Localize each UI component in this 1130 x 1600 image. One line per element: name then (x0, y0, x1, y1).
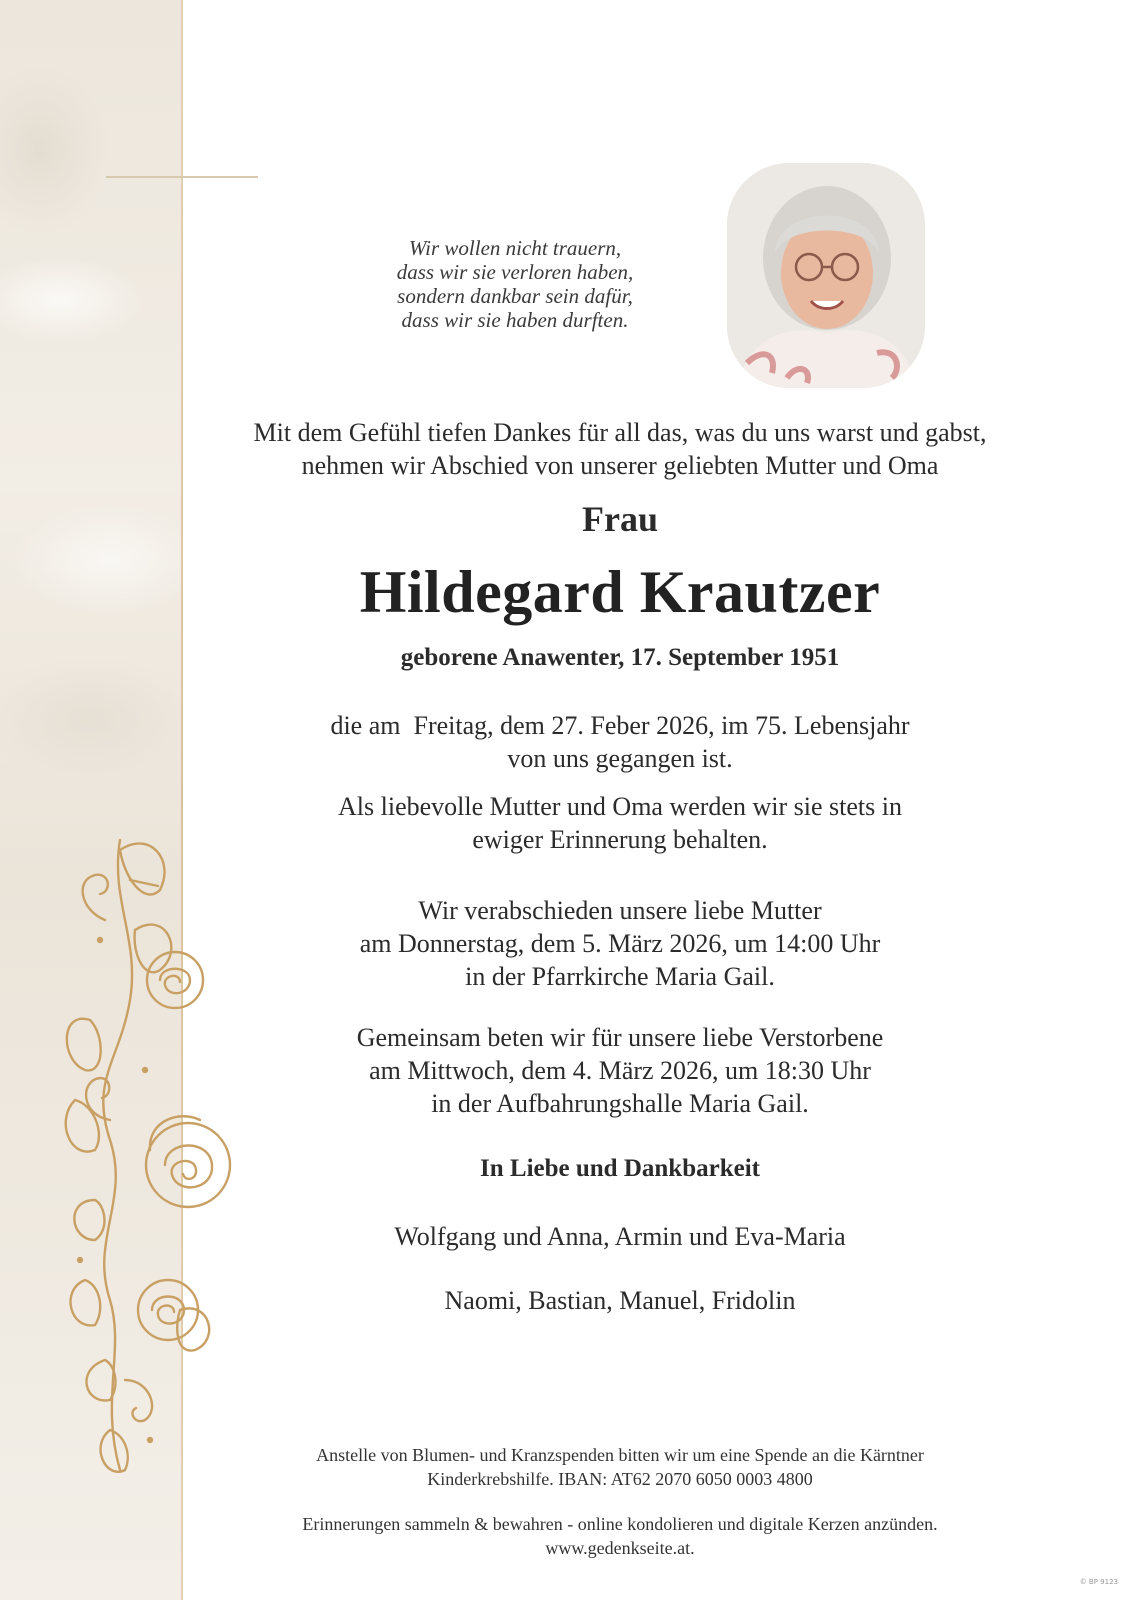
memory-text (190, 790, 1050, 856)
quote-line: dass wir sie haben durften. (401, 308, 629, 332)
prayer-service-info (190, 1021, 1050, 1120)
prayer-line: Gemeinsam beten wir für unsere liebe Verstorbene (356, 1023, 884, 1052)
memory-line: ewiger Erinnerung behalten. (472, 825, 768, 854)
farewell-line: in der Pfarrkirche Maria Gail. (465, 962, 775, 991)
portrait-image (727, 163, 925, 388)
closing-phrase: In Liebe und Dankbarkeit (480, 1155, 760, 1182)
intro-text (190, 416, 1050, 482)
family-grandchildren: Naomi, Bastian, Manuel, Fridolin (444, 1286, 796, 1315)
death-info (190, 709, 1050, 775)
memorial-quote (330, 236, 700, 332)
prayer-line: am Mittwoch, dem 4. März 2026, um 18:30 Uhr (369, 1056, 871, 1085)
portrait-photo (727, 163, 925, 388)
online-condolence-notice (190, 1512, 1050, 1560)
online-line: Erinnerungen sammeln & bewahren - online kondolieren und digitale Kerzen anzünden. (302, 1514, 938, 1534)
funeral-service-info (190, 894, 1050, 993)
quote-line: sondern dankbar sein dafür, (397, 284, 633, 308)
cross-ornament (106, 176, 258, 178)
prayer-line: in der Aufbahrungshalle Maria Gail. (431, 1089, 809, 1118)
quote-line: Wir wollen nicht trauern, (408, 236, 622, 260)
farewell-line: am Donnerstag, dem 5. März 2026, um 14:00 Uhr (359, 929, 881, 958)
intro-line: nehmen wir Abschied von unserer geliebten Mutter und Oma (301, 451, 939, 480)
quote-line: dass wir sie verloren haben, (396, 260, 634, 284)
death-line: die am Freitag, dem 27. Feber 2026, im 75. Lebensjahr (330, 711, 910, 740)
donation-notice (190, 1443, 1050, 1491)
print-code: © BP 9123 (1079, 1578, 1118, 1586)
memory-line: Als liebevolle Mutter und Oma werden wir sie stets in (338, 792, 902, 821)
intro-line: Mit dem Gefühl tiefen Dankes für all das, was du uns warst und gabst, (253, 418, 987, 447)
birth-info: geborene Anawenter, 17. September 1951 (400, 644, 840, 671)
donation-line: Anstelle von Blumen- und Kranzspenden bitten wir um eine Spende an die Kärntner (316, 1445, 924, 1465)
donation-line: Kinderkrebshilfe. IBAN: AT62 2070 6050 0003 4800 (427, 1469, 813, 1489)
deceased-name: Hildegard Krautzer (359, 559, 881, 625)
farewell-line: Wir verabschieden unsere liebe Mutter (418, 896, 822, 925)
website-link[interactable]: www.gedenkseite.at. (545, 1538, 695, 1558)
death-line: von uns gegangen ist. (507, 744, 733, 773)
honorific: Frau (582, 499, 658, 539)
family-children: Wolfgang und Anna, Armin und Eva-Maria (394, 1222, 846, 1251)
